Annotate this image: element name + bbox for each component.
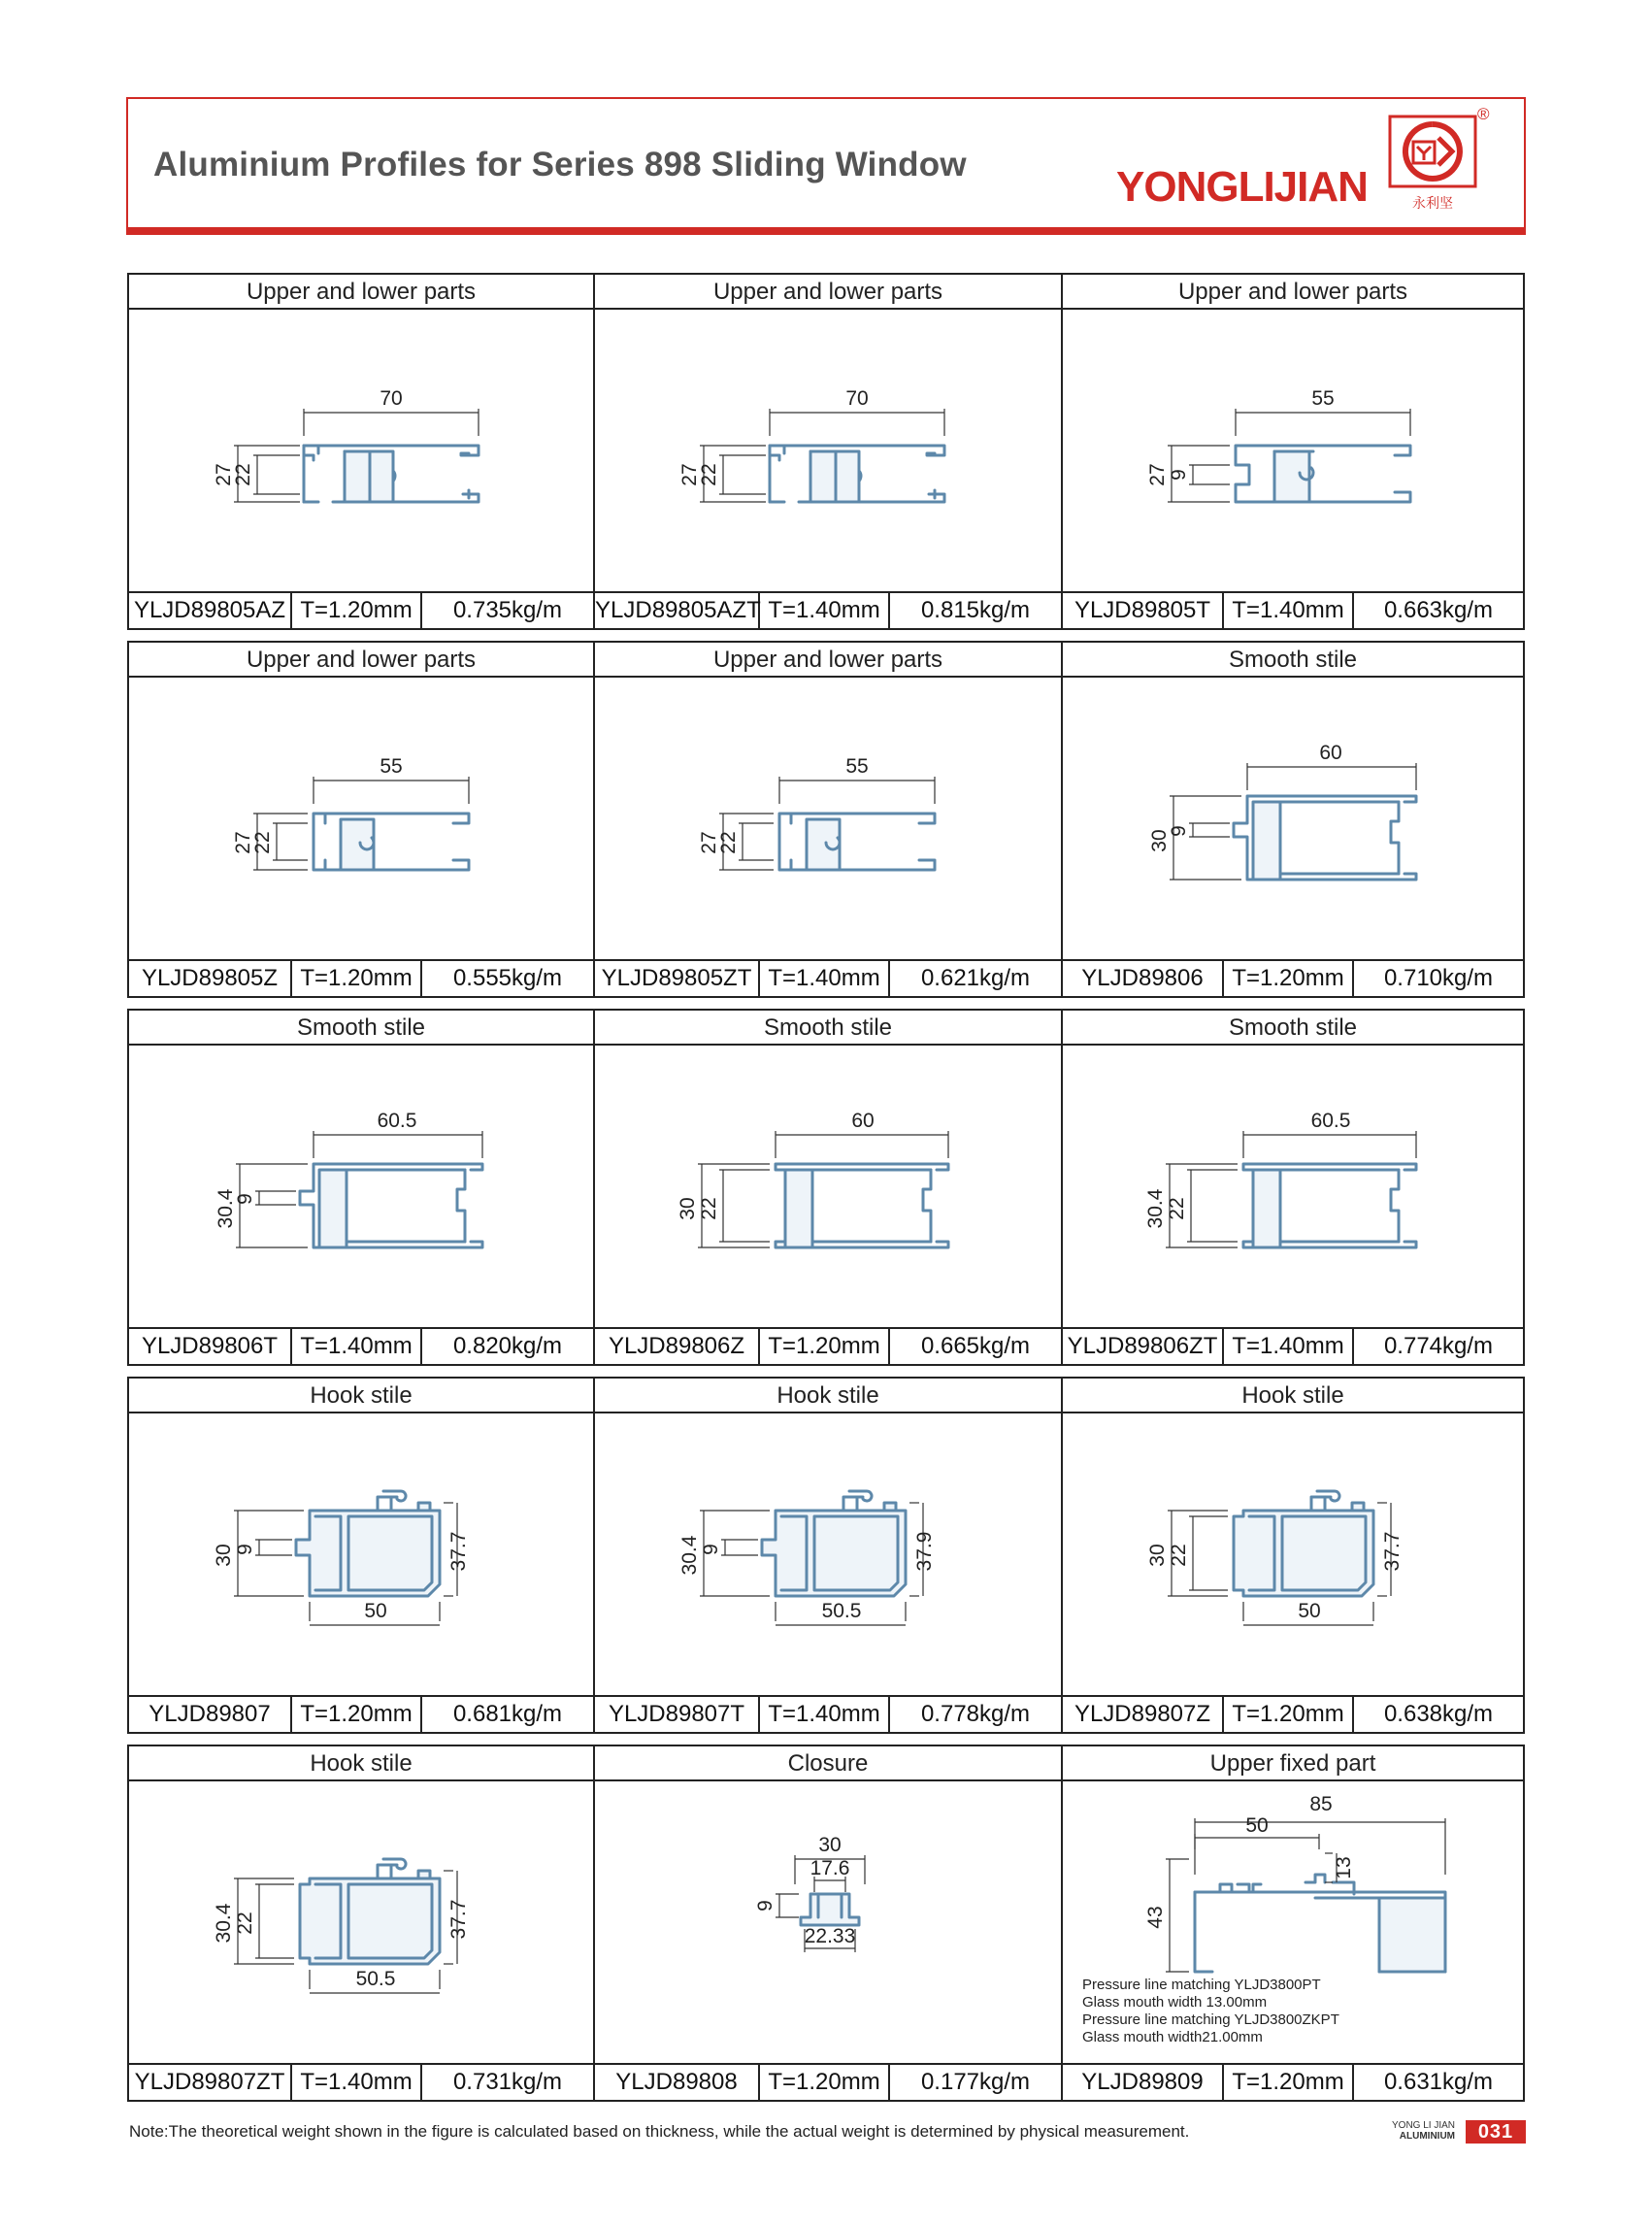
dimension-label: 30.4 [213,1903,235,1944]
dimension-label: 22 [234,1911,256,1935]
footer-brand [1392,2120,1455,2142]
dimension-label: 22.33 [804,1925,856,1947]
dimension-label: 30 [1148,829,1171,852]
wall-thickness: T=1.20mm [1224,2065,1354,2102]
profile-drawing [595,1046,1063,1329]
dimension-label: 27 [1146,463,1169,486]
profile-code: YLJD89807T [595,1697,760,1734]
profile-title: Hook stile [127,1745,595,1781]
dimension-label: 60.5 [377,1110,417,1132]
profile-code: YLJD89806T [127,1329,292,1366]
dimension-label: 22 [1166,1197,1188,1220]
profile-section-diagram [595,678,1059,957]
dimension-label: 27 [232,831,254,854]
profile-title: Upper and lower parts [127,641,595,678]
profile-title: Hook stile [127,1377,595,1413]
profile-title: Upper and lower parts [595,641,1063,678]
profile-title: Hook stile [1063,1377,1525,1413]
brand-chinese: 永利坚 [1412,196,1453,212]
dimension-label: 43 [1144,1906,1167,1929]
dimension-label: 30 [677,1197,699,1220]
profile-section-diagram [129,1781,593,2061]
dimension-label: 50 [1298,1600,1321,1622]
profile-code: YLJD89806ZT [1063,1329,1224,1366]
profile-section-diagram [595,1781,1059,2061]
dimension-label: 22 [698,463,720,486]
dimension-label: 22 [232,463,254,486]
yonglijian-logo-icon [1388,115,1477,216]
profile-drawing [127,310,595,593]
dimension-label: 9 [1168,825,1190,837]
dimension-label: 30 [1146,1544,1169,1567]
unit-weight: 0.710kg/m [1354,961,1525,998]
profile-section-diagram [1063,310,1521,589]
profile-section-diagram [1063,1781,1521,2061]
wall-thickness: T=1.40mm [1224,593,1354,630]
dimension-label: 55 [845,755,869,778]
dimension-label: 60 [851,1110,875,1132]
unit-weight: 0.663kg/m [1354,593,1525,630]
profile-title: Smooth stile [1063,1009,1525,1046]
dimension-label: 50.5 [821,1600,862,1622]
profile-row [127,641,1525,998]
wall-thickness: T=1.20mm [1224,961,1354,998]
unit-weight: 0.631kg/m [1354,2065,1525,2102]
dimension-label: 60.5 [1310,1110,1351,1132]
dimension-label: 50 [364,1600,387,1622]
dimension-label: 13 [1333,1856,1355,1879]
page-number: 031 [1466,2120,1526,2144]
dimension-label: 55 [1311,387,1335,410]
footer-brand-name: YONG LI JIAN [1392,2120,1456,2131]
dimension-label: 27 [213,463,235,486]
profile-section-diagram [595,1046,1059,1325]
unit-weight: 0.681kg/m [422,1697,595,1734]
footer-brand-sub: ALUMINIUM [1399,2131,1456,2142]
profile-note: Glass mouth width 13.00mm [1082,1994,1268,2011]
profile-title: Upper and lower parts [595,273,1063,310]
dimension-label: 27 [698,831,720,854]
profile-code: YLJD89805T [1063,593,1224,630]
profile-row [127,1009,1525,1366]
dimension-label: 17.6 [809,1857,850,1879]
page-title: Aluminium Profiles for Series 898 Sliding Window [153,146,967,183]
unit-weight: 0.774kg/m [1354,1329,1525,1366]
dimension-label: 70 [845,387,869,410]
wall-thickness: T=1.40mm [760,1697,890,1734]
profile-code: YLJD89805Z [127,961,292,998]
profile-code: YLJD89807 [127,1697,292,1734]
dimension-label: 22 [1168,1544,1190,1567]
profile-drawing [595,678,1063,961]
dimension-label: 30.4 [215,1188,237,1229]
profile-title: Closure [595,1745,1063,1781]
dimension-label: 27 [678,463,701,486]
profile-row [127,1745,1525,2102]
profile-code: YLJD89806Z [595,1329,760,1366]
profile-drawing [1063,1413,1525,1697]
profile-title: Upper and lower parts [127,273,595,310]
dimension-label: 9 [234,1193,256,1205]
dimension-label: 22 [251,831,274,854]
dimension-label: 9 [234,1544,256,1555]
profile-title: Smooth stile [1063,641,1525,678]
unit-weight: 0.778kg/m [890,1697,1063,1734]
profile-drawing [1063,1046,1525,1329]
wall-thickness: T=1.40mm [760,961,890,998]
unit-weight: 0.621kg/m [890,961,1063,998]
wall-thickness: T=1.20mm [292,593,422,630]
dimension-label: 37.7 [447,1531,470,1572]
dimension-label: 37.7 [447,1899,470,1940]
wall-thickness: T=1.40mm [292,2065,422,2102]
unit-weight: 0.177kg/m [890,2065,1063,2102]
profile-title: Smooth stile [595,1009,1063,1046]
wall-thickness: T=1.20mm [760,1329,890,1366]
profile-section-diagram [129,678,593,957]
dimension-label: 30 [818,1834,842,1856]
profile-drawing [127,1046,595,1329]
dimension-label: 9 [754,1900,776,1911]
profile-title: Upper and lower parts [1063,273,1525,310]
dimension-label: 22 [698,1197,720,1220]
profile-row [127,273,1525,630]
unit-weight: 0.638kg/m [1354,1697,1525,1734]
profile-drawing [127,1781,595,2065]
footnote: Note:The theoretical weight shown in the figure is calculated based on thickness, while the actual weight is determined by physical measurement. [129,2122,1190,2141]
profile-section-diagram [1063,1413,1521,1693]
profile-code: YLJD89805AZT [595,593,760,630]
profile-section-diagram [129,1413,593,1693]
unit-weight: 0.735kg/m [422,593,595,630]
profile-code: YLJD89809 [1063,2065,1224,2102]
profile-drawing [1063,1781,1525,2065]
dimension-label: 70 [380,387,403,410]
profile-code: YLJD89807ZT [127,2065,292,2102]
dimension-label: 85 [1309,1793,1333,1815]
unit-weight: 0.731kg/m [422,2065,595,2102]
unit-weight: 0.665kg/m [890,1329,1063,1366]
wall-thickness: T=1.40mm [760,593,890,630]
dimension-label: 9 [1168,469,1190,481]
dimension-label: 55 [380,755,403,778]
profile-drawing [1063,310,1525,593]
profile-section-diagram [129,310,593,589]
profile-code: YLJD89805AZ [127,593,292,630]
wall-thickness: T=1.40mm [292,1329,422,1366]
profile-title: Hook stile [595,1377,1063,1413]
profile-note: Pressure line matching YLJD3800PT [1082,1977,1321,1993]
dimension-label: 37.7 [1381,1531,1404,1572]
wall-thickness: T=1.20mm [292,1697,422,1734]
profile-title: Upper fixed part [1063,1745,1525,1781]
profile-code: YLJD89808 [595,2065,760,2102]
profile-row [127,1377,1525,1734]
profile-drawing [127,678,595,961]
wall-thickness: T=1.40mm [1224,1329,1354,1366]
dimension-label: 50.5 [355,1968,396,1990]
profile-drawing [595,310,1063,593]
page-header [126,97,1526,233]
profile-code: YLJD89807Z [1063,1697,1224,1734]
dimension-label: 22 [717,831,740,854]
unit-weight: 0.820kg/m [422,1329,595,1366]
profile-note: Glass mouth width21.00mm [1082,2029,1263,2045]
profile-drawing [595,1781,1063,2065]
profile-title: Smooth stile [127,1009,595,1046]
wall-thickness: T=1.20mm [292,961,422,998]
profile-section-diagram [1063,678,1521,957]
dimension-label: 9 [700,1544,722,1555]
profile-section-diagram [129,1046,593,1325]
dimension-label: 37.9 [913,1531,936,1572]
wall-thickness: T=1.20mm [760,2065,890,2102]
dimension-label: 30.4 [678,1535,701,1576]
dimension-label: 30.4 [1144,1188,1167,1229]
profile-section-diagram [1063,1046,1521,1325]
profile-code: YLJD89805ZT [595,961,760,998]
header-rule [126,227,1526,235]
registered-mark: ® [1477,105,1490,123]
profile-note: Pressure line matching YLJD3800ZKPT [1082,2011,1339,2028]
profile-drawing [127,1413,595,1697]
profile-drawing [1063,678,1525,961]
profile-section-diagram [595,310,1059,589]
dimension-label: 60 [1319,742,1342,764]
unit-weight: 0.555kg/m [422,961,595,998]
brand-name: YONGLIJIAN [1116,163,1368,211]
profile-code: YLJD89806 [1063,961,1224,998]
dimension-label: 30 [213,1544,235,1567]
wall-thickness: T=1.20mm [1224,1697,1354,1734]
unit-weight: 0.815kg/m [890,593,1063,630]
profile-section-diagram [595,1413,1059,1693]
profile-drawing [595,1413,1063,1697]
dimension-label: 50 [1245,1814,1269,1837]
